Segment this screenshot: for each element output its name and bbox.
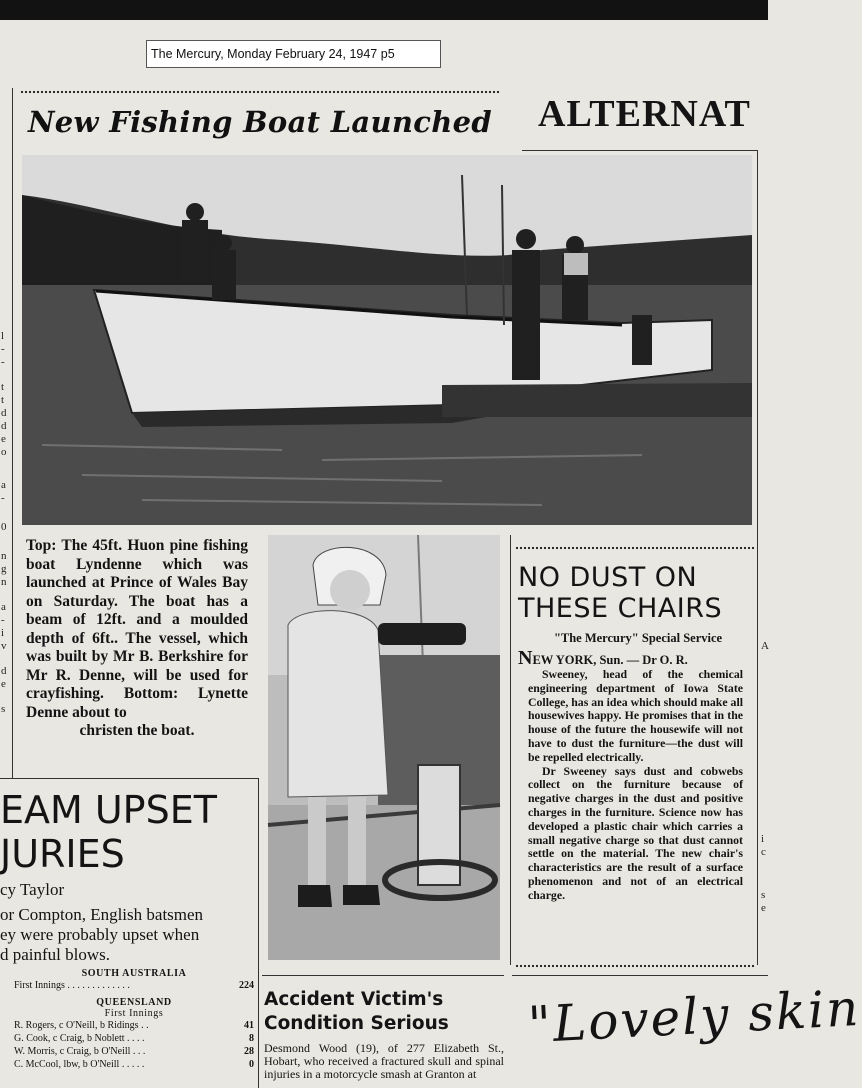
no-dust-body — [528, 668, 743, 903]
score-row — [14, 1032, 254, 1045]
margin-char: - — [1, 343, 5, 355]
lovely-skin-advert: "Lovely skin — [526, 978, 862, 1055]
column-rule-left — [12, 88, 13, 778]
dotted-rule-dust-top — [515, 546, 755, 550]
special-service-label: "The Mercury" Special Service — [553, 631, 723, 645]
rule-team-top — [0, 778, 258, 779]
margin-char: 0 — [1, 521, 7, 533]
accident-body: Desmond Wood (19), of 277 Elizabeth St., Hobart, who received a fractured skull and spinal injuries in a motorcycle smash at Granton at — [264, 1041, 504, 1081]
margin-char: g — [1, 563, 7, 575]
margin-char: l — [1, 330, 5, 342]
rule-accident-top — [262, 975, 504, 976]
team-byline: cy Taylor — [0, 880, 65, 899]
margin-char: d — [1, 665, 7, 677]
score-runs: 0 — [249, 1059, 254, 1070]
dotted-rule-dust-bottom — [515, 964, 755, 968]
boat-caption — [26, 537, 248, 741]
no-dust-para-2: Dr Sweeney says dust and cobwebs collect on the furniture because of negative charges in the dust and positive charges in the furniture. Science now has developed a plastic chair which carries a small negative charge so that dust cannot settle on the material. The new chair's characteristics are the result of a surface phenomenon and not of an electrical charge. — [528, 763, 743, 902]
scan-top-border — [0, 0, 768, 20]
margin-char: a — [1, 601, 6, 613]
margin-char: e — [1, 678, 6, 690]
rule-alt-box — [522, 150, 758, 151]
margin-char: t — [1, 381, 5, 393]
margin-char: d — [1, 407, 7, 419]
margin-char: s — [761, 889, 766, 901]
no-dust-headline-line2: THESE CHAIRS — [518, 593, 723, 624]
margin-char: - — [1, 356, 5, 368]
girl-photo — [268, 535, 500, 960]
margin-char: d — [1, 420, 7, 432]
score-player: W. Morris, c Craig, b O'Neill . . . — [14, 1046, 146, 1057]
dateline-initial: N — [518, 647, 533, 669]
margin-char: n — [1, 550, 7, 562]
team-headline-line1: EAM UPSET — [0, 788, 217, 832]
right-margin-fragments — [761, 640, 768, 915]
score-first-innings-label: First Innings . . . . . . . . . . . . . — [14, 980, 130, 991]
margin-char: c — [761, 846, 766, 858]
team-lede-line2: ey were probably upset when — [0, 925, 200, 944]
team-lede — [0, 905, 262, 965]
boat-photo — [22, 155, 752, 525]
score-player: G. Cook, c Craig, b Noblett . . . . — [14, 1033, 145, 1044]
alternat-headline-fragment: ALTERNAT — [538, 93, 751, 135]
boat-caption-body: Top: The 45ft. Huon pine fishing boat Lyndenne which was launched at Prince of Wales Bay on Saturday. The boat has a beam of 12ft. and a moulded depth of 6ft.. The vessel, which was built by Mr B. Berkshire for Mr R. Denne, will be used for crayfishing. Bottom: Lynette Denne about to — [26, 537, 248, 721]
page-caption-label: The Mercury, Monday February 24, 1947 p5 — [146, 40, 441, 68]
margin-char: t — [1, 394, 5, 406]
margin-char: n — [1, 576, 7, 588]
margin-char: a — [1, 479, 6, 491]
score-row — [14, 1019, 254, 1032]
margin-char: - — [1, 614, 5, 626]
score-innings-label: First Innings — [104, 1008, 164, 1019]
no-dust-headline-line1: NO DUST ON — [518, 562, 698, 593]
score-first-innings-total: 224 — [239, 980, 254, 991]
accident-headline — [264, 988, 504, 1036]
no-dust-para-1: Sweeney, head of the chemical engineering department of Iowa State College, has an idea which should make all housewives happy. He promises that in the house of the future the housewife will not have to dust the furniture—the dust will be repelled electrically. — [528, 667, 743, 764]
margin-char: A — [761, 640, 769, 652]
scorecard — [14, 968, 254, 1071]
accident-headline-line1: Accident Victim's — [264, 989, 444, 1010]
score-row — [14, 1058, 254, 1071]
margin-char: e — [1, 433, 6, 445]
team-upset-headline — [0, 788, 262, 876]
margin-char: i — [761, 833, 765, 845]
margin-char: e — [761, 902, 766, 914]
score-runs: 41 — [244, 1020, 254, 1031]
dotted-rule-top — [20, 90, 500, 94]
boat-headline: New Fishing Boat Launched — [28, 105, 492, 139]
accident-headline-line2: Condition Serious — [264, 1013, 449, 1034]
score-team-1: SOUTH AUSTRALIA — [81, 968, 187, 979]
rule-advert-top — [512, 975, 768, 976]
column-rule-mid — [510, 535, 511, 965]
margin-char: s — [1, 703, 6, 715]
margin-char: - — [1, 492, 5, 504]
margin-char: o — [1, 446, 7, 458]
margin-char: v — [1, 640, 7, 652]
boat-caption-last-line: christen the boat. — [79, 722, 195, 739]
team-headline-line2: JURIES — [0, 832, 125, 876]
score-row — [14, 1045, 254, 1058]
column-rule-right — [757, 150, 758, 965]
dateline-text: EW YORK, Sun. — Dr O. R. — [532, 653, 688, 667]
score-player: R. Rogers, c O'Neill, b Ridings . . — [14, 1020, 149, 1031]
left-margin-fragments — [1, 330, 9, 716]
no-dust-headline — [518, 562, 763, 624]
team-lede-line1: or Compton, English batsmen — [0, 905, 204, 924]
team-lede-line3: d painful blows. — [0, 945, 111, 964]
score-team-2: QUEENSLAND — [96, 997, 172, 1008]
margin-char: i — [1, 627, 5, 639]
score-runs: 28 — [244, 1046, 254, 1057]
score-runs: 8 — [249, 1033, 254, 1044]
score-first-innings — [14, 979, 254, 992]
score-player: C. McCool, lbw, b O'Neill . . . . . — [14, 1059, 145, 1070]
